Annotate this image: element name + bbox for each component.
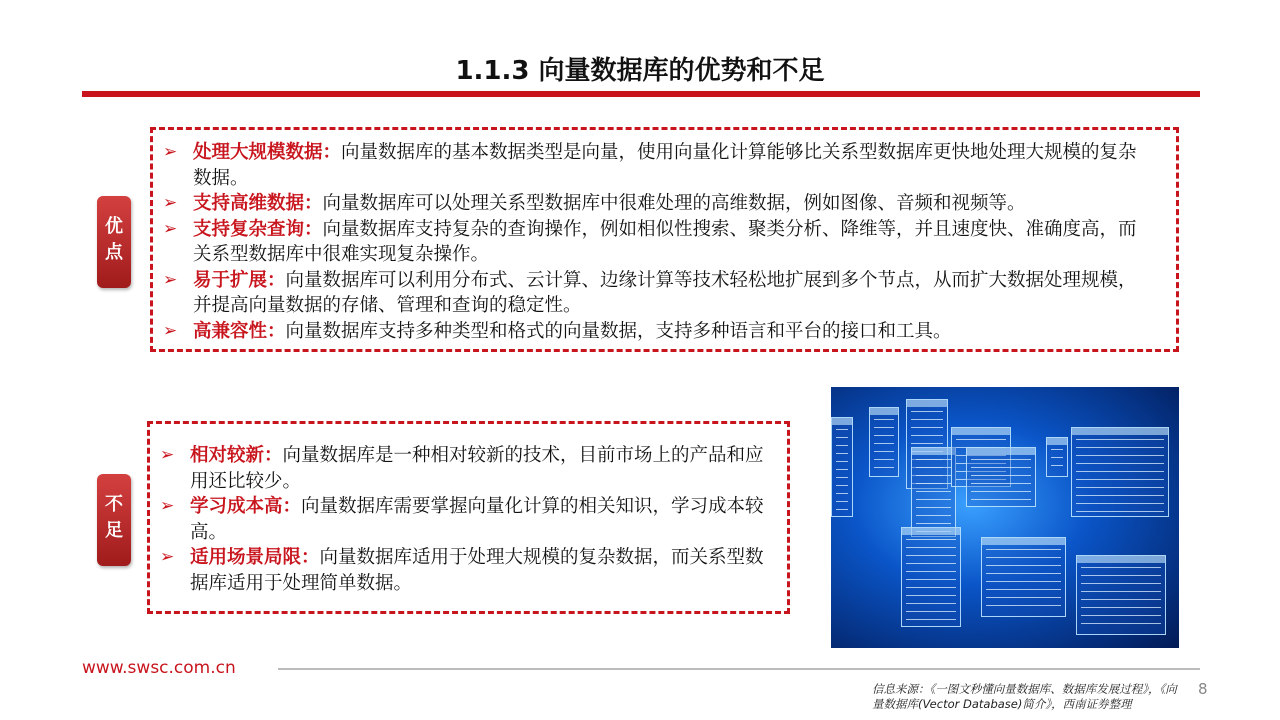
item-key: 学习成本高： [190, 496, 302, 517]
item-text: 向量数据库可以处理关系型数据库中很难处理的高维数据，例如图像、音频和视频等。 [322, 193, 1026, 214]
item-key: 支持高维数据： [193, 193, 323, 214]
item-text: 向量数据库可以利用分布式、云计算、边缘计算等技术轻松地扩展到多个节点，从而扩大数据处理规模，并提高向量数据的存储、管理和查询的稳定性。 [193, 269, 1137, 316]
arrow-bullet-icon: ➢ [163, 218, 178, 239]
list-item [160, 545, 767, 596]
list-item [163, 140, 1146, 191]
source-note: 信息来源：《一图文秒懂向量数据库、数据库发展过程》，《向量数据库(Vector Database)简介》，西南证券整理 [872, 682, 1177, 711]
arrow-bullet-icon: ➢ [163, 269, 178, 290]
cons-box [147, 421, 790, 614]
item-key: 支持复杂查询： [193, 218, 323, 240]
list-item [160, 443, 767, 494]
arrow-bullet-icon: ➢ [163, 320, 178, 341]
list-item [163, 319, 1146, 345]
item-text: 向量数据库的基本数据类型是向量，使用向量化计算能够比关系型数据库更快地处理大规模的复杂数据。 [193, 142, 1137, 189]
pros-list [163, 140, 1146, 344]
item-key: 适用场景局限： [190, 547, 320, 568]
item-text: 向量数据库支持复杂的查询操作，例如相似性搜索、聚类分析、降维等，并且速度快、准确度高，而关系型数据库中很难实现复杂操作。 [193, 218, 1137, 265]
item-text: 向量数据库是一种相对较新的技术，目前市场上的产品和应用还比较少。 [190, 445, 764, 492]
page-title: 1.1.3 向量数据库的优势和不足 [455, 56, 825, 86]
arrow-bullet-icon: ➢ [160, 445, 175, 465]
item-text: 向量数据库适用于处理大规模的复杂数据，而关系型数据库适用于处理简单数据。 [190, 547, 764, 594]
item-key: 易于扩展： [193, 269, 286, 291]
cons-tag: 不足 [97, 474, 131, 566]
list-item [163, 268, 1146, 319]
arrow-bullet-icon: ➢ [160, 496, 175, 516]
arrow-bullet-icon: ➢ [160, 547, 175, 567]
item-text: 向量数据库需要掌握向量化计算的相关知识，学习成本较高。 [190, 496, 764, 543]
footer-url[interactable]: www.swsc.com.cn [82, 658, 236, 678]
item-key: 相对较新： [190, 445, 283, 466]
arrow-bullet-icon: ➢ [163, 142, 178, 162]
list-item [160, 494, 767, 545]
pros-box [150, 127, 1179, 352]
title-divider [82, 91, 1200, 97]
item-key: 高兼容性： [193, 320, 286, 342]
footer-divider [278, 668, 1200, 670]
item-key: 处理大规模数据： [193, 142, 342, 163]
page-number: 8 [1198, 680, 1208, 698]
arrow-bullet-icon: ➢ [163, 193, 178, 213]
cons-list [160, 443, 767, 596]
list-item [163, 191, 1146, 217]
item-text: 向量数据库支持多种类型和格式的向量数据，支持多种语言和平台的接口和工具。 [285, 320, 952, 342]
list-item [163, 217, 1146, 268]
pros-tag: 优点 [97, 196, 131, 288]
database-schema-image [831, 387, 1179, 648]
